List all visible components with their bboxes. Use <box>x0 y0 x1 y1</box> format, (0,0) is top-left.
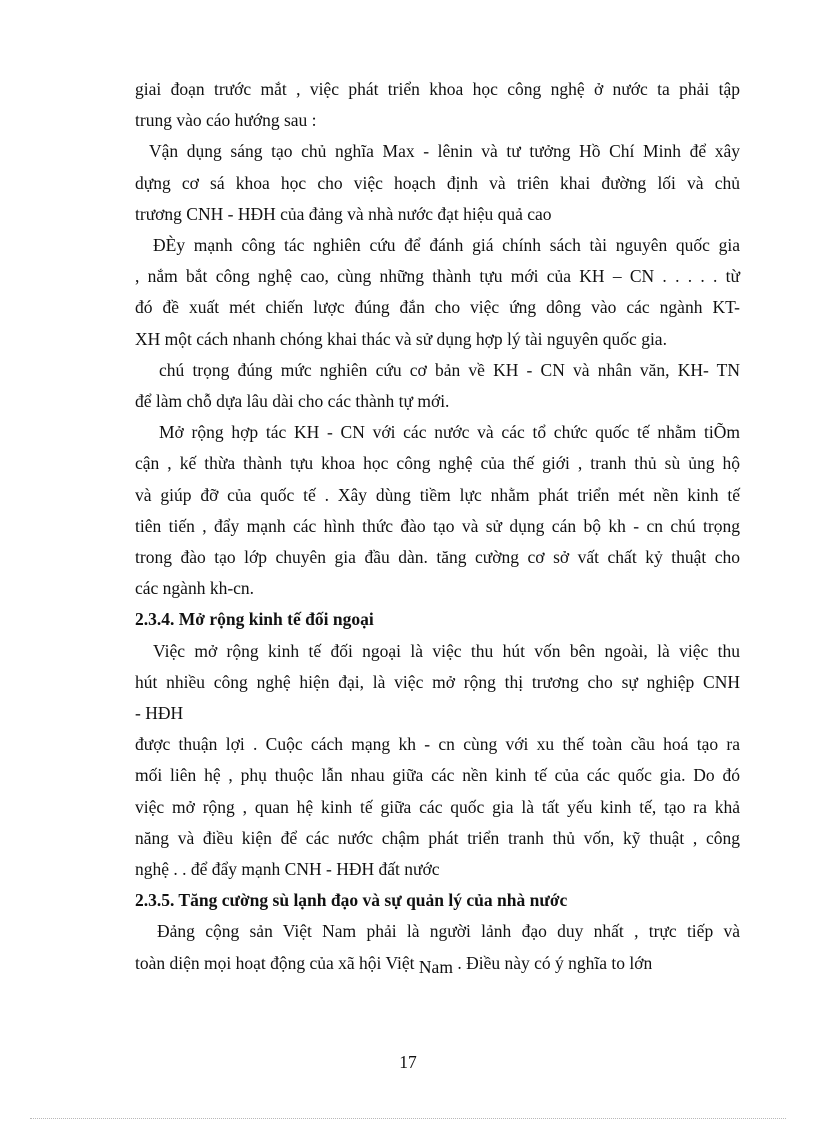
text-segment-lowered: Nam <box>418 956 453 977</box>
text-line: chú trọng đúng mức nghiên cứu cơ bản về KH - CN và nhân văn, KH- TN <box>159 359 740 380</box>
document-body <box>135 74 740 979</box>
text-line: giai đoạn trước mắt , việc phát triển khoa học công nghệ ở nước ta phải tập <box>135 79 740 99</box>
text-line: và giúp đỡ của quốc tế . Xây dùng tiềm lực nhằm phát triển mét nền kinh tế <box>135 484 740 505</box>
text-line: mối liên hệ , phụ thuộc lẫn nhau giữa các nền kinh tế của các quốc gia. Do đó <box>135 765 740 786</box>
text-line: Vận dụng sáng tạo chủ nghĩa Max - lênin và tư tưởng Hồ Chí Minh để xây <box>149 141 740 162</box>
text-line: nghệ . . để đẩy mạnh CNH - HĐH đất nước <box>135 859 440 880</box>
text-line: để làm chỗ dựa lâu dài cho các thành tự mới. <box>135 391 450 412</box>
text-segment: toàn diện mọi hoạt động của xã hội Việt <box>135 952 419 973</box>
section-heading: 2.3.4. Mở rộng kinh tế đối ngoại <box>135 609 374 630</box>
text-line: , nắm bắt công nghệ cao, cùng những thành tựu mới của KH – CN . . . . . từ <box>135 266 740 287</box>
text-line-last <box>135 948 740 979</box>
text-line: - HĐH <box>135 703 184 724</box>
text-line: trương CNH - HĐH của đảng và nhà nước đạt hiệu quả cao <box>135 203 552 224</box>
text-line: được thuận lợi . Cuộc cách mạng kh - cn cùng với xu thế toàn cầu hoá tạo ra <box>135 734 740 755</box>
text-line: năng và điều kiện để các nước chậm phát triển tranh thủ vốn, kỹ thuật , công <box>135 827 740 848</box>
text-line: Đảng cộng sản Việt Nam phải là người lảnh đạo duy nhất , trực tiếp và <box>157 921 740 942</box>
text-line: việc mở rộng , quan hệ kinh tế giữa các quốc gia là tất yếu kinh tế, tạo ra khả <box>135 796 740 817</box>
text-line: trung vào cáo hướng sau : <box>135 110 317 131</box>
text-line: các ngành kh-cn. <box>135 578 255 599</box>
text-line: cận , kế thừa thành tựu khoa học công nghệ của thế giới , tranh thủ sù ủng hộ <box>135 453 740 474</box>
text-segment: . Điều này có ý nghĩa to lớn <box>452 952 653 973</box>
text-line: XH một cách nhanh chóng khai thác và sử dụng hợp lý tài nguyên quốc gia. <box>135 328 667 349</box>
page-number: 17 <box>399 1052 417 1072</box>
text-line: hút nhiều công nghệ hiện đại, là việc mở rộng thị trương cho sự nghiệp CNH <box>135 671 740 692</box>
text-line: tiên tiến , đẩy mạnh các hình thức đào tạo và sử dụng cán bộ kh - cn chú trọng <box>135 515 740 536</box>
section-heading: 2.3.5. Tăng cường sù lạnh đạo và sự quản lý của nhà nước <box>135 890 568 911</box>
text-line: ĐÈy mạnh công tác nghiên cứu để đánh giá chính sách tài nguyên quốc gia <box>153 235 740 256</box>
text-line: trong đào tạo lớp chuyên gia đầu dàn. tăng cường cơ sở vất chất kỷ thuật cho <box>135 547 740 568</box>
page-bottom-border <box>30 1118 786 1119</box>
text-line: Mở rộng hợp tác KH - CN với các nước và các tổ chức quốc tế nhằm tiÕm <box>159 422 740 443</box>
text-line: đó đề xuất mét chiến lược đúng đắn cho việc ứng dông vào các ngành KT- <box>135 297 740 318</box>
text-line: Việc mở rộng kinh tế đối ngoại là việc thu hút vốn bên ngoài, là việc thu <box>153 640 740 661</box>
text-line: dựng cơ sá khoa học cho việc hoạch định và triên khai đường lối và chủ <box>135 172 740 193</box>
